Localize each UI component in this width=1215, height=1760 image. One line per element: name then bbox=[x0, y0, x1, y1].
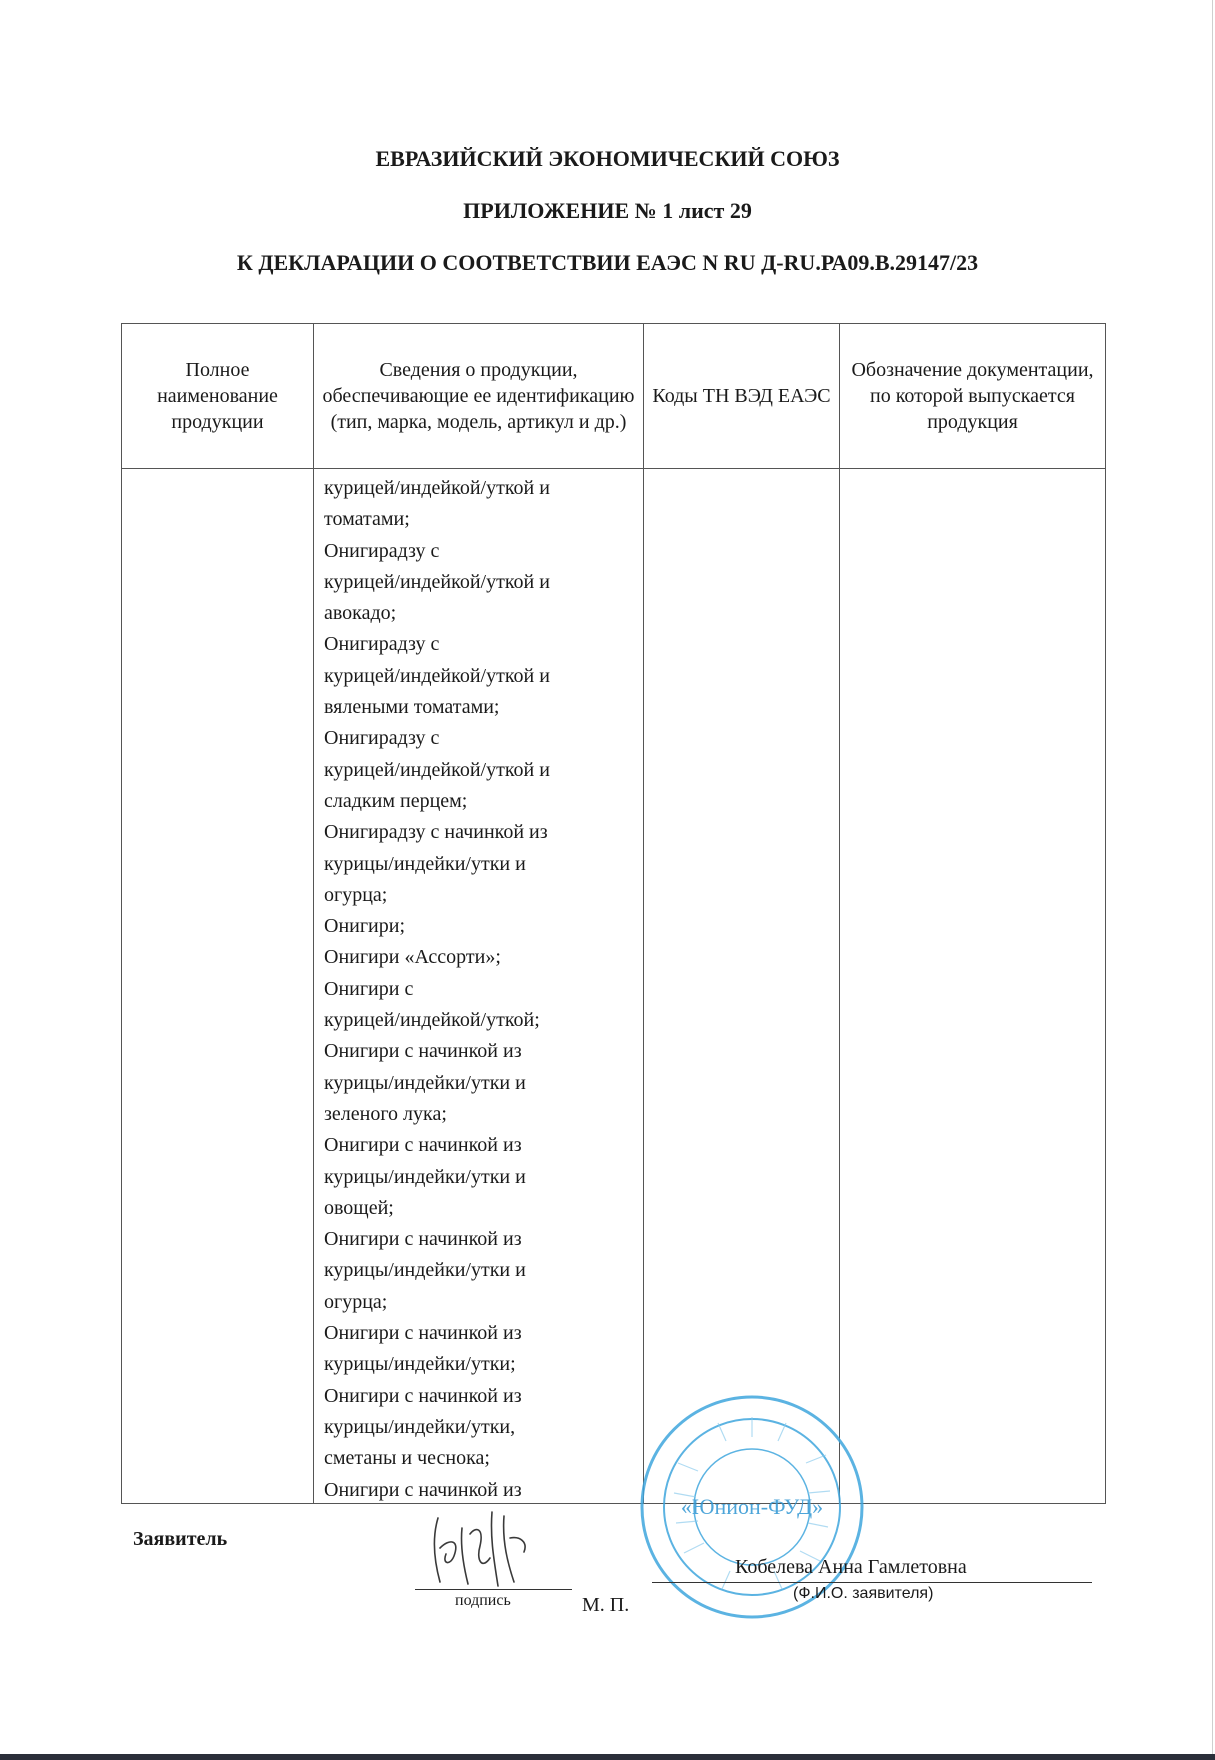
documentation-cell bbox=[840, 469, 1106, 1504]
product-line: Онигири с начинкой из bbox=[324, 1040, 522, 1063]
product-line: авокадо; bbox=[324, 602, 397, 625]
product-line: Онигирадзу с bbox=[324, 727, 440, 750]
product-line: Онигирадзу с bbox=[324, 539, 440, 562]
column-header-product-info: Сведения о продукции, обеспечивающие ее идентификацию (тип, марка, модель, артикул и др.) bbox=[314, 324, 644, 469]
product-line: Онигири с начинкой из bbox=[324, 1228, 522, 1251]
product-lines-list bbox=[314, 469, 643, 1503]
product-line: Онигири с начинкой из bbox=[324, 1322, 522, 1345]
signature-label: подпись bbox=[455, 1592, 511, 1609]
product-line: Онигири; bbox=[324, 915, 406, 938]
tn-ved-cell bbox=[644, 469, 840, 1504]
product-line: Онигири с начинкой из bbox=[324, 1134, 522, 1157]
product-line: курицы/индейки/утки и bbox=[324, 1165, 526, 1188]
union-title: ЕВРАЗИЙСКИЙ ЭКОНОМИЧЕСКИЙ СОЮЗ bbox=[375, 146, 840, 171]
signature-image bbox=[420, 1498, 540, 1588]
products-table bbox=[121, 323, 1106, 1504]
seal-place-label: М. П. bbox=[582, 1594, 630, 1616]
product-line: курицей/индейкой/уткой и bbox=[324, 570, 550, 593]
product-line: курицы/индейки/утки и bbox=[324, 852, 526, 875]
applicant-name: Кобелева Анна Гамлетовна bbox=[735, 1556, 967, 1578]
product-line: овощей; bbox=[324, 1196, 394, 1219]
product-line: Онигирадзу с начинкой из bbox=[324, 821, 548, 844]
column-header-documentation: Обозначение документации, по которой выпускается продукция bbox=[840, 324, 1106, 469]
product-name-cell bbox=[122, 469, 314, 1504]
appendix-title: ПРИЛОЖЕНИЕ № 1 лист 29 bbox=[463, 198, 752, 223]
product-line: Онигири с начинкой из bbox=[324, 1384, 522, 1407]
scan-border bbox=[0, 1754, 1215, 1760]
product-line: курицы/индейки/утки и bbox=[324, 1071, 526, 1094]
product-line: курицей/индейкой/уткой и bbox=[324, 477, 550, 499]
seal-name: «Юнион-ФУД» bbox=[680, 1494, 824, 1519]
product-line: курицей/индейкой/уткой и bbox=[324, 664, 550, 687]
product-line: курицей/индейкой/уткой и bbox=[324, 758, 550, 781]
product-line: сметаны и чеснока; bbox=[324, 1447, 490, 1470]
applicant-label: Заявитель bbox=[133, 1528, 228, 1550]
product-line: Онигири «Ассорти»; bbox=[324, 946, 501, 969]
product-line: курицы/индейки/утки и bbox=[324, 1259, 526, 1282]
column-header-tn-ved-codes: Коды ТН ВЭД ЕАЭС bbox=[644, 324, 840, 469]
product-line: зеленого лука; bbox=[324, 1102, 447, 1125]
product-line: огурца; bbox=[324, 883, 388, 906]
product-line: курицы/индейки/утки; bbox=[324, 1353, 516, 1376]
product-info-cell bbox=[314, 469, 644, 1504]
product-line: курицей/индейкой/уткой; bbox=[324, 1009, 540, 1032]
product-line: Онигирадзу с bbox=[324, 633, 440, 656]
table-header-row bbox=[122, 324, 1106, 469]
signature-line bbox=[415, 1589, 572, 1590]
column-header-product-name: Полное наименование продукции bbox=[122, 324, 314, 469]
product-line: вялеными томатами; bbox=[324, 696, 500, 719]
product-line: курицы/индейки/утки, bbox=[324, 1415, 516, 1438]
declaration-title: К ДЕКЛАРАЦИИ О СООТВЕТСТВИИ ЕАЭС N RU Д-RU.РА09.В.29147/23 bbox=[236, 250, 979, 275]
product-line: Онигири с начинкой из bbox=[324, 1478, 522, 1501]
product-line: сладким перцем; bbox=[324, 789, 468, 812]
product-line: томатами; bbox=[324, 508, 410, 531]
product-line: Онигири с bbox=[324, 977, 414, 1000]
table-row bbox=[122, 469, 1106, 1504]
applicant-name-label: (Ф.И.О. заявителя) bbox=[793, 1585, 934, 1602]
product-line: огурца; bbox=[324, 1290, 388, 1313]
name-line bbox=[652, 1582, 1092, 1583]
